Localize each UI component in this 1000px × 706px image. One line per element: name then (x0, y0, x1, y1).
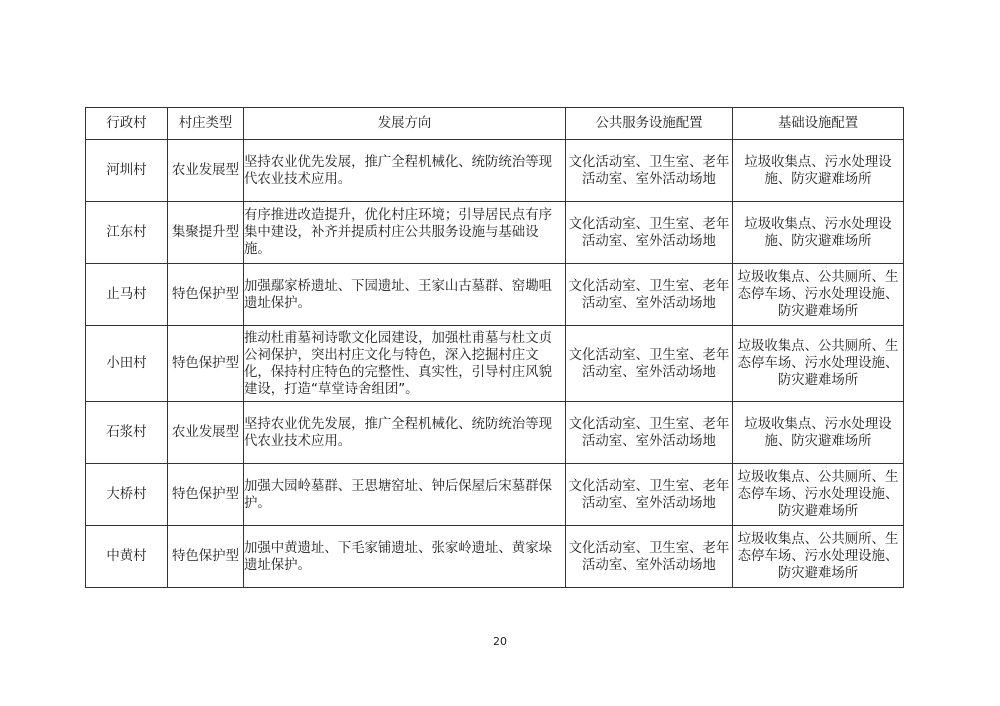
development-direction: 加强中黄遗址、下毛家铺遗址、张家岭遗址、黄家垛遗址保护。 (244, 526, 566, 588)
public-facilities: 文化活动室、卫生室、老年活动室、室外活动场地 (566, 140, 733, 202)
header-village: 行政村 (86, 108, 168, 140)
header-public-facilities: 公共服务设施配置 (566, 108, 733, 140)
public-facilities: 文化活动室、卫生室、老年活动室、室外活动场地 (566, 464, 733, 526)
table-row (86, 464, 904, 526)
development-direction: 有序推进改造提升，优化村庄环境；引导居民点有序集中建设，补齐并提质村庄公共服务设施与基础设施。 (244, 202, 566, 264)
village-name: 小田村 (86, 326, 168, 402)
development-direction: 加强大园岭墓群、王思塘窑址、钟后保屋后宋墓群保护。 (244, 464, 566, 526)
infrastructure: 垃圾收集点、污水处理设施、防灾避难场所 (733, 202, 904, 264)
village-name: 河圳村 (86, 140, 168, 202)
infrastructure: 垃圾收集点、公共厕所、生态停车场、污水处理设施、防灾避难场所 (733, 264, 904, 326)
village-type: 农业发展型 (168, 140, 244, 202)
village-name: 江东村 (86, 202, 168, 264)
development-direction: 加强鄢家桥遗址、下园遗址、王家山古墓群、窑墈咀遗址保护。 (244, 264, 566, 326)
village-planning-table (85, 107, 904, 588)
table-row (86, 264, 904, 326)
village-type: 特色保护型 (168, 264, 244, 326)
table-row (86, 402, 904, 464)
village-type: 农业发展型 (168, 402, 244, 464)
header-development-direction: 发展方向 (244, 108, 566, 140)
village-name: 止马村 (86, 264, 168, 326)
development-direction: 推动杜甫墓祠诗歌文化园建设，加强杜甫墓与杜文贞公祠保护，突出村庄文化与特色，深入挖掘村庄文化，保持村庄特色的完整性、真实性，引导村庄风貌建设，打造“草堂诗舍组团”。 (244, 326, 566, 402)
public-facilities: 文化活动室、卫生室、老年活动室、室外活动场地 (566, 202, 733, 264)
infrastructure: 垃圾收集点、公共厕所、生态停车场、污水处理设施、防灾避难场所 (733, 464, 904, 526)
table-row (86, 326, 904, 402)
public-facilities: 文化活动室、卫生室、老年活动室、室外活动场地 (566, 526, 733, 588)
public-facilities: 文化活动室、卫生室、老年活动室、室外活动场地 (566, 402, 733, 464)
village-type: 特色保护型 (168, 326, 244, 402)
development-direction: 坚持农业优先发展，推广全程机械化、统防统治等现代农业技术应用。 (244, 140, 566, 202)
infrastructure: 垃圾收集点、公共厕所、生态停车场、污水处理设施、防灾避难场所 (733, 326, 904, 402)
village-type: 特色保护型 (168, 464, 244, 526)
table-row (86, 202, 904, 264)
village-type: 特色保护型 (168, 526, 244, 588)
table-row (86, 140, 904, 202)
table-row (86, 526, 904, 588)
village-name: 石浆村 (86, 402, 168, 464)
page-number: 20 (493, 635, 507, 648)
infrastructure: 垃圾收集点、污水处理设施、防灾避难场所 (733, 140, 904, 202)
public-facilities: 文化活动室、卫生室、老年活动室、室外活动场地 (566, 264, 733, 326)
header-infrastructure: 基础设施配置 (733, 108, 904, 140)
development-direction: 坚持农业优先发展，推广全程机械化、统防统治等现代农业技术应用。 (244, 402, 566, 464)
infrastructure: 垃圾收集点、污水处理设施、防灾避难场所 (733, 402, 904, 464)
village-type: 集聚提升型 (168, 202, 244, 264)
village-name: 中黄村 (86, 526, 168, 588)
header-village-type: 村庄类型 (168, 108, 244, 140)
village-name: 大桥村 (86, 464, 168, 526)
infrastructure: 垃圾收集点、公共厕所、生态停车场、污水处理设施、防灾避难场所 (733, 526, 904, 588)
table-header-row (86, 108, 904, 140)
public-facilities: 文化活动室、卫生室、老年活动室、室外活动场地 (566, 326, 733, 402)
